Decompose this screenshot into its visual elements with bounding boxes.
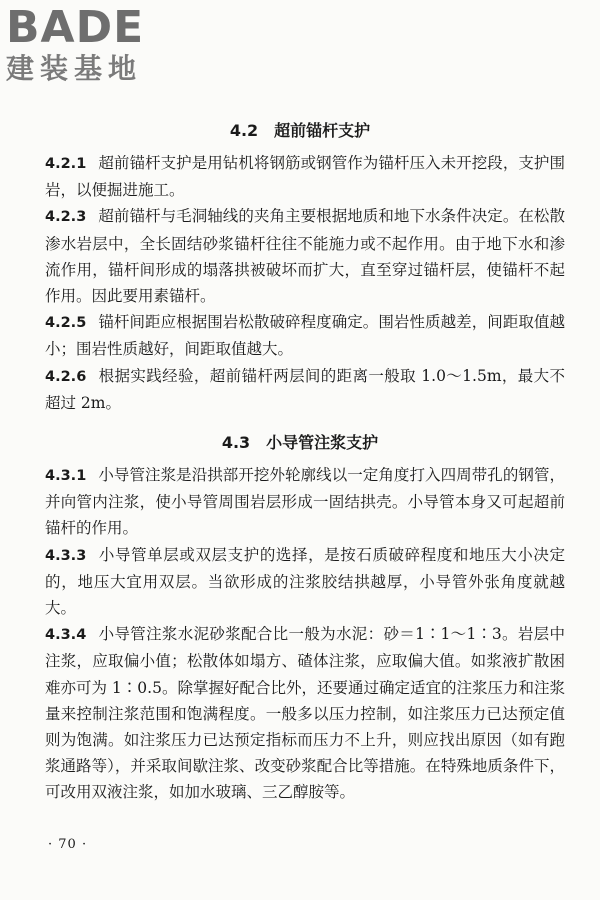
section-number: 4.3 <box>221 433 251 452</box>
clause-number: 4.2.3 <box>45 209 87 226</box>
logo-subtitle: 建装基地 <box>6 52 143 85</box>
section-4-2-body <box>45 150 565 416</box>
clause-number: 4.2.1 <box>45 156 87 172</box>
section-heading: 小导管注浆支护 <box>266 433 379 452</box>
clause-4-2-3 <box>45 203 565 309</box>
clause-text: 锚杆间距应根据围岩松散破碎程度确定。围岩性质越差，间距取值越小；围岩性质越好，间距取值越大。 <box>45 313 565 359</box>
section-4-3-body <box>45 462 565 806</box>
clause-4-3-1 <box>45 462 565 542</box>
clause-text: 超前锚杆支护是用钻机将钢筋或钢管作为锚杆压入未开挖段，支护围岩，以便掘进施工。 <box>45 154 565 200</box>
clause-number: 4.2.6 <box>45 368 87 385</box>
clause-4-2-1 <box>45 150 565 203</box>
section-title-4-2 <box>0 118 600 141</box>
page-number: · 70 · <box>48 837 88 852</box>
clause-text: 小导管单层或双层支护的选择，是按石质破碎程度和地压大小决定的，地压大宜用双层。当欲形成的注浆胶结拱越厚，小导管外张角度就越大。 <box>45 545 565 618</box>
logo-mark: BADE <box>6 2 145 53</box>
section-number: 4.2 <box>229 121 259 140</box>
bade-logo <box>6 4 186 86</box>
clause-number: 4.2.5 <box>45 315 87 332</box>
clause-4-2-6 <box>45 363 565 416</box>
clause-text: 小导管注浆水泥砂浆配合比一般为水泥：砂＝1∶1～1∶3。岩层中注浆，应取偏小值；松散体如塌方、碴体注浆，应取偏大值。如浆液扩散困难亦可为 1∶0.5。除掌握好配合比外，还要通过确定适宜的注浆压力和注浆量来控制注浆范围和饱满程度。一般多以压力控制，如注浆压力已达预定值则为饱满。如注浆压力已达预定指标而压力不上升，则应找出原因（如有跑浆通路等），并采取间歇注浆、改变砂浆配合比等措施。在特殊地质条件下，可改用双液注浆，如加水玻璃、三乙醇胺等。 <box>45 625 565 802</box>
clause-4-3-4 <box>45 621 565 805</box>
clause-number: 4.3.1 <box>45 468 87 484</box>
clause-number: 4.3.4 <box>45 627 87 644</box>
clause-4-2-5 <box>45 309 565 362</box>
section-heading: 超前锚杆支护 <box>274 121 371 140</box>
clause-number: 4.3.3 <box>45 547 87 564</box>
section-title-4-3 <box>0 430 600 453</box>
clause-text: 超前锚杆与毛洞轴线的夹角主要根据地质和地下水条件决定。在松散渗水岩层中，全长固结砂浆锚杆往往不能施力或不起作用。由于地下水和渗流作用，锚杆间形成的塌落拱被破坏而扩大，直至穿过锚杆层，使锚杆不起作用。因此要用素锚杆。 <box>45 207 565 306</box>
clause-4-3-3 <box>45 542 565 622</box>
clause-text: 小导管注浆是沿拱部开挖外轮廓线以一定角度打入四周带孔的钢管，并向管内注浆，使小导管周围岩层形成一固结拱壳。小导管本身又可起超前锚杆的作用。 <box>45 466 565 538</box>
clause-text: 根据实践经验，超前锚杆两层间的距离一般取 1.0～1.5m，最大不超过 2m。 <box>45 366 565 412</box>
